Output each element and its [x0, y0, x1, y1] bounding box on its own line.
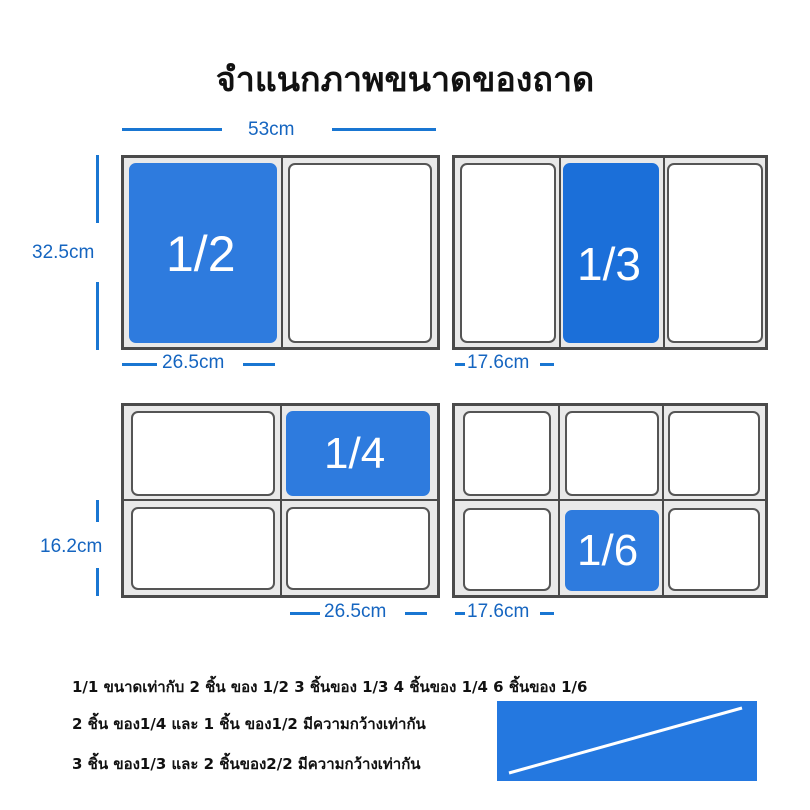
tray-divider [663, 158, 665, 347]
half-width-line-left [122, 363, 157, 366]
quarter-width-line-right [405, 612, 427, 615]
quarter-height-line-top [96, 500, 99, 522]
pan-sixth [463, 508, 551, 591]
third-width-line-right [540, 363, 554, 366]
diagonal-line-graphic [497, 701, 757, 781]
pan-quarter-highlighted [286, 411, 430, 496]
pan-sixth-highlighted [565, 510, 659, 591]
third-width-line-left [455, 363, 465, 366]
fraction-label-third: 1/3 [577, 238, 641, 290]
quarter-height-label: 16.2cm [40, 536, 103, 557]
sixth-width-label: 17.6cm [467, 601, 530, 622]
note-line-3: 3 ชิ้น ของ1/3 และ 2 ชิ้นของ2/2 มีความกว้างเท่ากัน [72, 755, 421, 773]
quarter-width-label: 26.5cm [324, 601, 387, 622]
half-width-label: 26.5cm [162, 352, 225, 373]
pan-sixth [565, 411, 659, 496]
height-dim-line-top [96, 155, 99, 223]
fraction-label-sixth: 1/6 [577, 526, 639, 575]
tray-divider [281, 158, 283, 347]
pan-sixth [668, 508, 760, 591]
pan-quarter [131, 411, 275, 496]
width-total-label: 53cm [248, 119, 295, 140]
tray-half [121, 155, 440, 350]
pan-sixth [463, 411, 551, 496]
pan-half [288, 163, 432, 343]
note-line-2: 2 ชิ้น ของ1/4 และ 1 ชิ้น ของ1/2 มีความกว้างเท่ากัน [72, 715, 426, 733]
tray-third [452, 155, 768, 350]
tray-divider [455, 499, 765, 501]
pan-quarter [131, 507, 275, 590]
width-dim-line-right [332, 128, 436, 131]
pan-third-right [667, 163, 763, 343]
sixth-width-line-left [455, 612, 465, 615]
third-width-label: 17.6cm [467, 352, 530, 373]
height-dim-line-bottom [96, 282, 99, 350]
pan-sixth [668, 411, 760, 496]
tray-divider [559, 158, 561, 347]
width-dim-line-left [122, 128, 222, 131]
pan-quarter [286, 507, 430, 590]
pan-third-highlighted [563, 163, 659, 343]
sixth-width-line-right [540, 612, 554, 615]
page-title: จำแนกภาพขนาดของถาด [215, 60, 595, 100]
tray-quarter [121, 403, 440, 598]
tray-sixth [452, 403, 768, 598]
tray-divider [124, 499, 437, 501]
blue-swatch [497, 701, 757, 781]
fraction-label-quarter: 1/4 [324, 429, 386, 478]
note-line-1: 1/1 ขนาดเท่ากับ 2 ชิ้น ของ 1/2 3 ชิ้นของ 1/3 4 ชิ้นของ 1/4 6 ชิ้นของ 1/6 [72, 678, 588, 696]
quarter-height-line-bottom [96, 568, 99, 596]
fraction-label-half: 1/2 [166, 226, 236, 282]
height-full-label: 32.5cm [32, 242, 95, 263]
half-width-line-right [243, 363, 275, 366]
pan-half-highlighted [129, 163, 277, 343]
quarter-width-line-left [290, 612, 320, 615]
pan-third-left [460, 163, 556, 343]
